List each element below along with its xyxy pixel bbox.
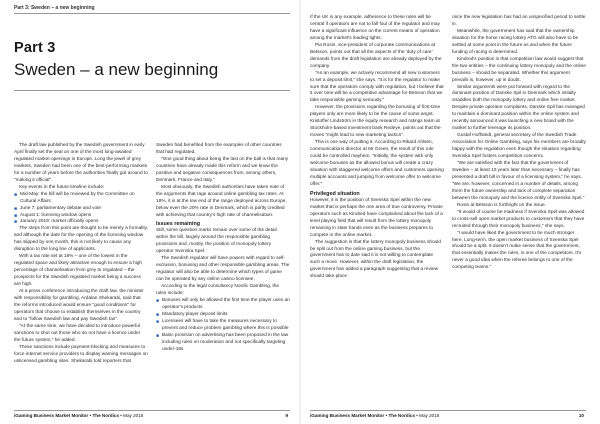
body-paragraph: Rosin at Betsson is forthright on the issue. — [457, 202, 546, 208]
footer-rule — [14, 410, 290, 411]
body-paragraph: However, the provisions regarding the bonusing of first-time players only are more likely to be the cause of some angst. Kristoffer Lindström in the equity research and ratings team at Stockholm-based investment bank Redeye, points out that the moves "might lead to new marketing tactics". — [310, 105, 441, 139]
footer-separator: • — [89, 413, 92, 418]
bullet-list — [156, 298, 290, 354]
footer-section: The Nordics — [388, 413, 415, 418]
footer-separator: • — [120, 413, 122, 418]
bullet-icon: ■ — [156, 298, 160, 305]
bullet-icon: ■ — [14, 219, 18, 226]
article-column — [14, 143, 148, 366]
body-paragraph: once the new legislation has had an unspecified period to settle in. — [452, 15, 586, 27]
body-paragraph: Kindred's position is that competition law would suggest that the two entities – the continuing lottery monopoly and the online business – should be separated. Whether this argument prevails is, however, up in doubt. — [452, 56, 586, 83]
body-paragraph: The draft law published by the Swedish government in early April finally set the seal on one of the most long-awaited regulated market openings in Europe. Long the jewel of grey markets, Sweden had been one of the best-performing markets for a number of years before the authorities finally got around to "making it official". — [14, 143, 148, 183]
left-page-columns — [14, 143, 290, 366]
article-title: Sweden – a new beginning — [14, 60, 219, 79]
footer-section: The Nordics — [92, 413, 119, 418]
body-paragraph: Still, some question marks remain over some of the detail within the bill, largely around the responsible gambling provisions and, mostly, the position of monopoly lottery operator Svenska Spel. — [156, 228, 277, 255]
body-paragraph: These sanctions include payment-blocking and measures to force internet service providers to display warning messages on unlicensed gambling sites. Shekarabi told reporters that — [14, 344, 148, 364]
footer-publication — [14, 413, 143, 418]
bullet-icon: ■ — [14, 212, 18, 219]
bullet-text: Mid-May: the bill will be reviewed by the Committee on Cultural Affairs — [20, 191, 135, 204]
bullet-item — [156, 333, 290, 354]
bullet-text: August 1: licensing window opens — [20, 212, 92, 218]
body-paragraph: Most obviously, the Swedish authorities have taken note of the arguments that rage around online gambling tax rates. At 18%, it is at the low end of the range deployed across Europe, below even the 20% rate in Denmark, which is partly credited with achieving that country's high rate of channelisation. — [156, 184, 287, 218]
body-paragraph: "It would of course be madness if Svenska Spel was allowed to cross-sell open market products to customers that they have recruited through their monopoly business," she says. — [452, 209, 585, 229]
body-paragraph: "At the same time, we have decided to introduce powerful sanctions to shut out those who do not have a licence under the future system," he added. — [14, 323, 141, 343]
body-paragraph: Gustaf Hoffstedt, general secretary of the Swedish Trade Association for Online Gambling, says his members are broadly happy with the regulation even though the situation regarding Svenska Spel fosters competition concerns. — [452, 133, 586, 160]
bullet-text: Licensees will have to take the measures necessary to prevent and reduce problem gambling where this is possible — [162, 318, 289, 331]
header-rule — [14, 13, 290, 14]
body-paragraph: At a press conference introducing the draft law, the minister with responsibility for gambling, Ardalan Shekarabi, said that the reforms introduced would ensure "good conditions" for operators that choose to establish themselves in the country and to "follow Swedish law and pay Swedish tax". — [14, 289, 144, 322]
bullet-item — [156, 298, 290, 312]
footer-separator: • — [416, 413, 418, 418]
bullet-item — [156, 312, 290, 319]
article-column — [452, 15, 586, 281]
page-number: 10 — [578, 413, 584, 418]
footer-publication-name: iGaming Business Market Monitor — [310, 413, 385, 418]
footer-date: May 2018 — [419, 413, 440, 418]
body-paragraph: Pia Rosin, vice-president of corporate communications at Betsson, points out that all the aspects of the 'duty of care' demands from the draft legislation are already deployed by the company. — [310, 42, 442, 69]
bullet-icon: ■ — [14, 191, 18, 198]
body-paragraph: With a tax rate set at 18% – one of the lowest in the regulated space and likely attractive enough to ensure a high percentage of channelisation from grey to regulated – the prospects for the Swedish regulated market being a success are high. — [14, 254, 143, 288]
footer-rule — [310, 410, 586, 411]
body-paragraph: "We are satisfied with the fact that the government of Sweden – at least 10 years later than necessary – finally has presented a draft bill in favour of a licensing system," he says. "We are, however, concerned in a number of details, among them the future ownership and lack of complete separation between the monopoly and the licence entity of Svenska Spel." — [452, 161, 585, 201]
running-head: Part 3: Sweden – a new beginning — [14, 5, 95, 11]
body-paragraph: According to the legal consultancy Nordic Gambling, the rules include: — [156, 284, 280, 297]
bullet-text: June 7: parliamentary debate and vote — [20, 205, 102, 211]
body-paragraph: This is one way of putting it. According to Rikard Ahlsén, communications director at Mr Green, the result of this rule could be controlled mayhem. "Initially, the system with only welcome bonuses as the allowed bonus will create a crazy situation with staggered welcome offers and customers opening multiple accounts and jumping from welcome offer to welcome offer." — [310, 140, 444, 187]
footer-publication-name: iGaming Business Market Monitor — [14, 413, 89, 418]
bullet-text: Mandatory player deposit limits — [162, 311, 228, 317]
body-paragraph: Sweden had benefited from the examples of other countries that had regulated. — [156, 143, 282, 155]
title-divider — [14, 90, 290, 91]
body-paragraph: However, it is the position of Svenska Spel within the new market that is perhaps the one area of true controversy. Private operators such as Kindred have complained about the lack of a level playing field that will result from the lottery monopoly remaining in state hands even as the business prepares to compete in the online market. — [310, 197, 443, 238]
section-subheading: Privileged situation — [310, 190, 360, 197]
bullet-text: Bonuses will only be allowed the first time the player uses an operator's products — [162, 298, 290, 310]
body-paragraph: "One good thing about being the last on the ball is that many countries have already made this reform and we know the positive and negative consequences from, among others, Denmark, France and Italy." — [156, 156, 289, 183]
right-page-columns — [310, 15, 586, 281]
footer-separator: • — [385, 413, 388, 418]
footer-date: May 2018 — [123, 413, 144, 418]
right-page — [300, 0, 600, 424]
bullet-icon: ■ — [156, 318, 160, 325]
body-paragraph: The steps from this point are thought to be merely a formality, and although the date for the opening of the licensing window has slipped by one month, this is not likely to cause any disruption to the long line of applicants. — [14, 226, 149, 253]
section-subheading: Issues remaining — [156, 221, 201, 228]
bullet-icon: ■ — [156, 332, 160, 339]
body-paragraph: "As an example, we actively recommend all new customers to set a deposit limit," she says. "It is for the regulator to make sure that the operators comply with regulation, but I believe that it over time will be a competitive advantage for Betsson that we take responsible gaming seriously." — [310, 70, 444, 104]
page-number: 9 — [285, 413, 288, 418]
body-paragraph: The Swedish regulator will have powers with regard to self-exclusion, bonusing and other responsible gambling areas. The regulator will also be able to determine which types of game can be operated by any online casino licensee. — [156, 256, 290, 283]
bullet-text: January 2019: market officially opens — [20, 219, 99, 225]
bullet-icon: ■ — [156, 311, 160, 318]
body-paragraph: Similar arguments were put forward with regard to the dominant position of Danske Spil in Denmark which initially straddles both the monopoly lottery and online free market. Despite private operator complaints, Danske Spil has managed to maintain a dominant position within the online system and recently announced it was launching a new brand with the market to further leverage its position. — [452, 84, 585, 132]
part-label: Part 3 — [14, 40, 56, 56]
bullet-item — [14, 192, 148, 206]
article-column — [310, 15, 444, 281]
bullet-text: Basic provision on advertising has been proposed in the law including rules on moderation and not specifically targeting under-18s — [162, 332, 289, 352]
body-paragraph: If the UK is any example, adherence to these rules will be central if operators are not to fall foul of the regulator and may have a significant influence on the current means of operation among the market's leading lights. — [310, 15, 440, 41]
body-paragraph: "I would have liked the government to be much stronger here. Long-term, the open market business of Svenska Spel should be a split. It doesn't make sense that the government, that essentially makes the rules, is one of the competitors. It's never a good idea when the referee belongs to one of the competing teams." — [452, 230, 582, 271]
body-paragraph: The suggestion is that the lottery monopoly business should be split out from the online gaming business, but the government has to date said it is not willing to contemplate such a move. However, within the draft legislation, the government has added a paragraph suggesting that a review should take place — [310, 239, 441, 280]
footer-publication — [310, 413, 439, 418]
bullet-item — [14, 206, 148, 213]
bullet-icon: ■ — [14, 205, 18, 212]
bullet-item — [14, 219, 148, 226]
article-column — [156, 143, 290, 366]
bullet-list — [14, 192, 148, 227]
body-paragraph: Key events in the future timeline include: — [19, 184, 105, 190]
bullet-item — [156, 319, 290, 333]
body-paragraph: Meanwhile, the government has said that the ownership situation for the horse racing lottery ATG will also have to be settled at some point in the future as and when the future funding of racing is determined. — [452, 28, 579, 55]
